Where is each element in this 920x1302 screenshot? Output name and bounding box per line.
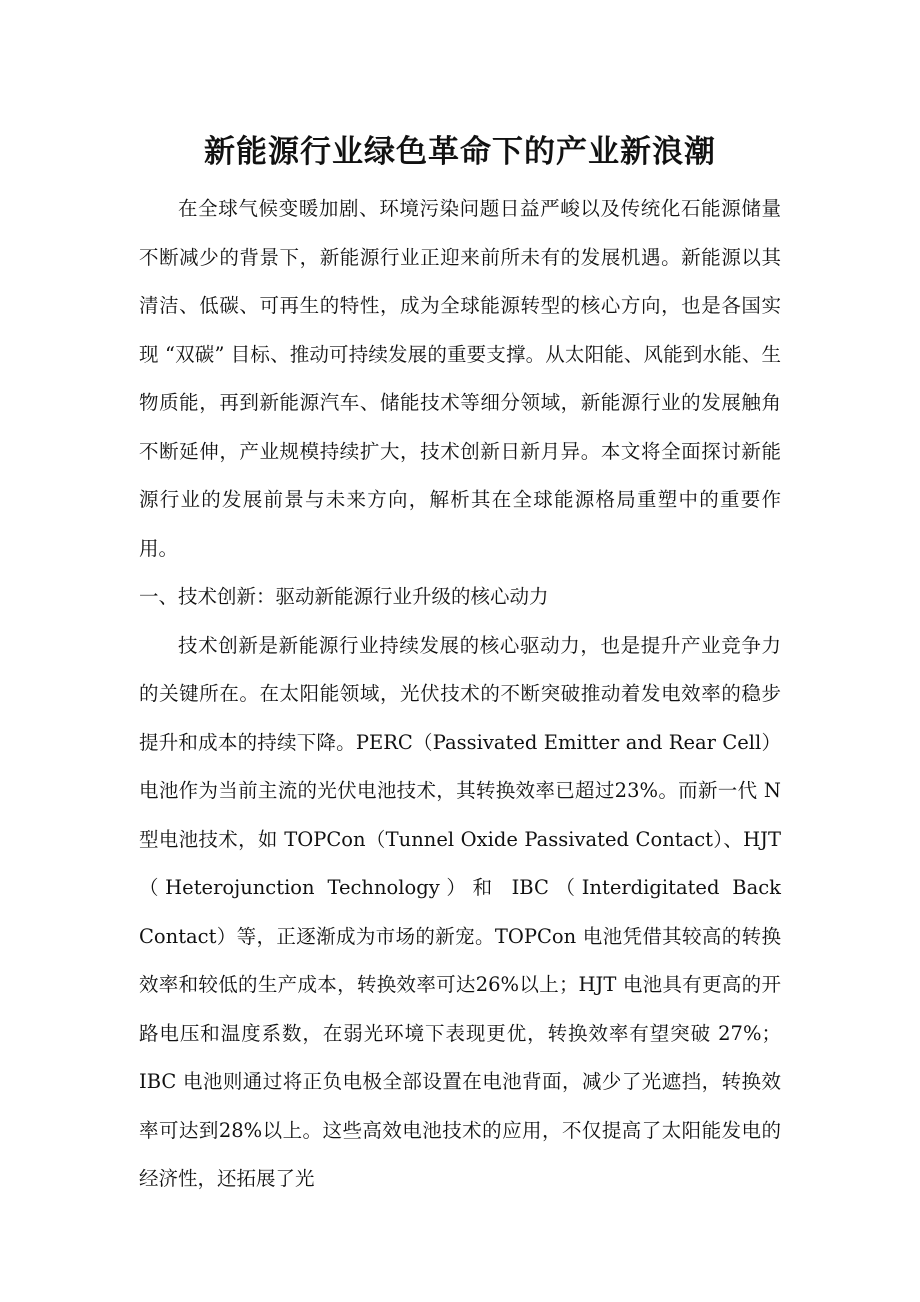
section-heading-technology-innovation: 一、技术创新：驱动新能源行业升级的核心动力 <box>139 585 549 608</box>
intro-paragraph: 在全球气候变暖加剧、环境污染问题日益严峻以及传统化石能源储量不断减少的背景下，新能源行业正迎来前所未有的发展机遇。新能源以其清洁、低碳、可再生的特性，成为全球能源转型的核心方向，也是各国实现 “双碳” 目标、推动可持续发展的重要支撑。从太阳能、风能到水能、生物质能，再到新能源汽车、储能技术等细分领域，新能源行业的发展触角不断延伸，产业规模持续扩大，技术创新日新月异。本文将全面探讨新能源行业的发展前景与未来方向，解析其在全球能源格局重塑中的重要作用。 <box>139 197 781 560</box>
document-title: 新能源行业绿色革命下的产业新浪潮 <box>204 134 716 170</box>
document-body <box>139 185 781 1204</box>
technology-innovation-paragraph: 技术创新是新能源行业持续发展的核心驱动力，也是提升产业竞争力的关键所在。在太阳能领域，光伏技术的不断突破推动着发电效率的稳步提升和成本的持续下降。PERC（Passivated Emitter and Rear Cell）电池作为当前主流的光伏电池技术，其转换效率已超过23%。而新一代 N 型电池技术，如 TOPCon（Tunnel Oxide Passivated Contact）、HJT（Heterojunction Technology）和 IBC（Interdigitated Back Contact）等，正逐渐成为市场的新宠。TOPCon 电池凭借其较高的转换效率和较低的生产成本，转换效率可达26%以上；HJT 电池具有更高的开路电压和温度系数，在弱光环境下表现更优，转换效率有望突破 27%；IBC 电池则通过将正负电极全部设置在电池背面，减少了光遮挡，转换效率可达到28%以上。这些高效电池技术的应用，不仅提高了太阳能发电的经济性，还拓展了光 <box>139 633 781 1190</box>
